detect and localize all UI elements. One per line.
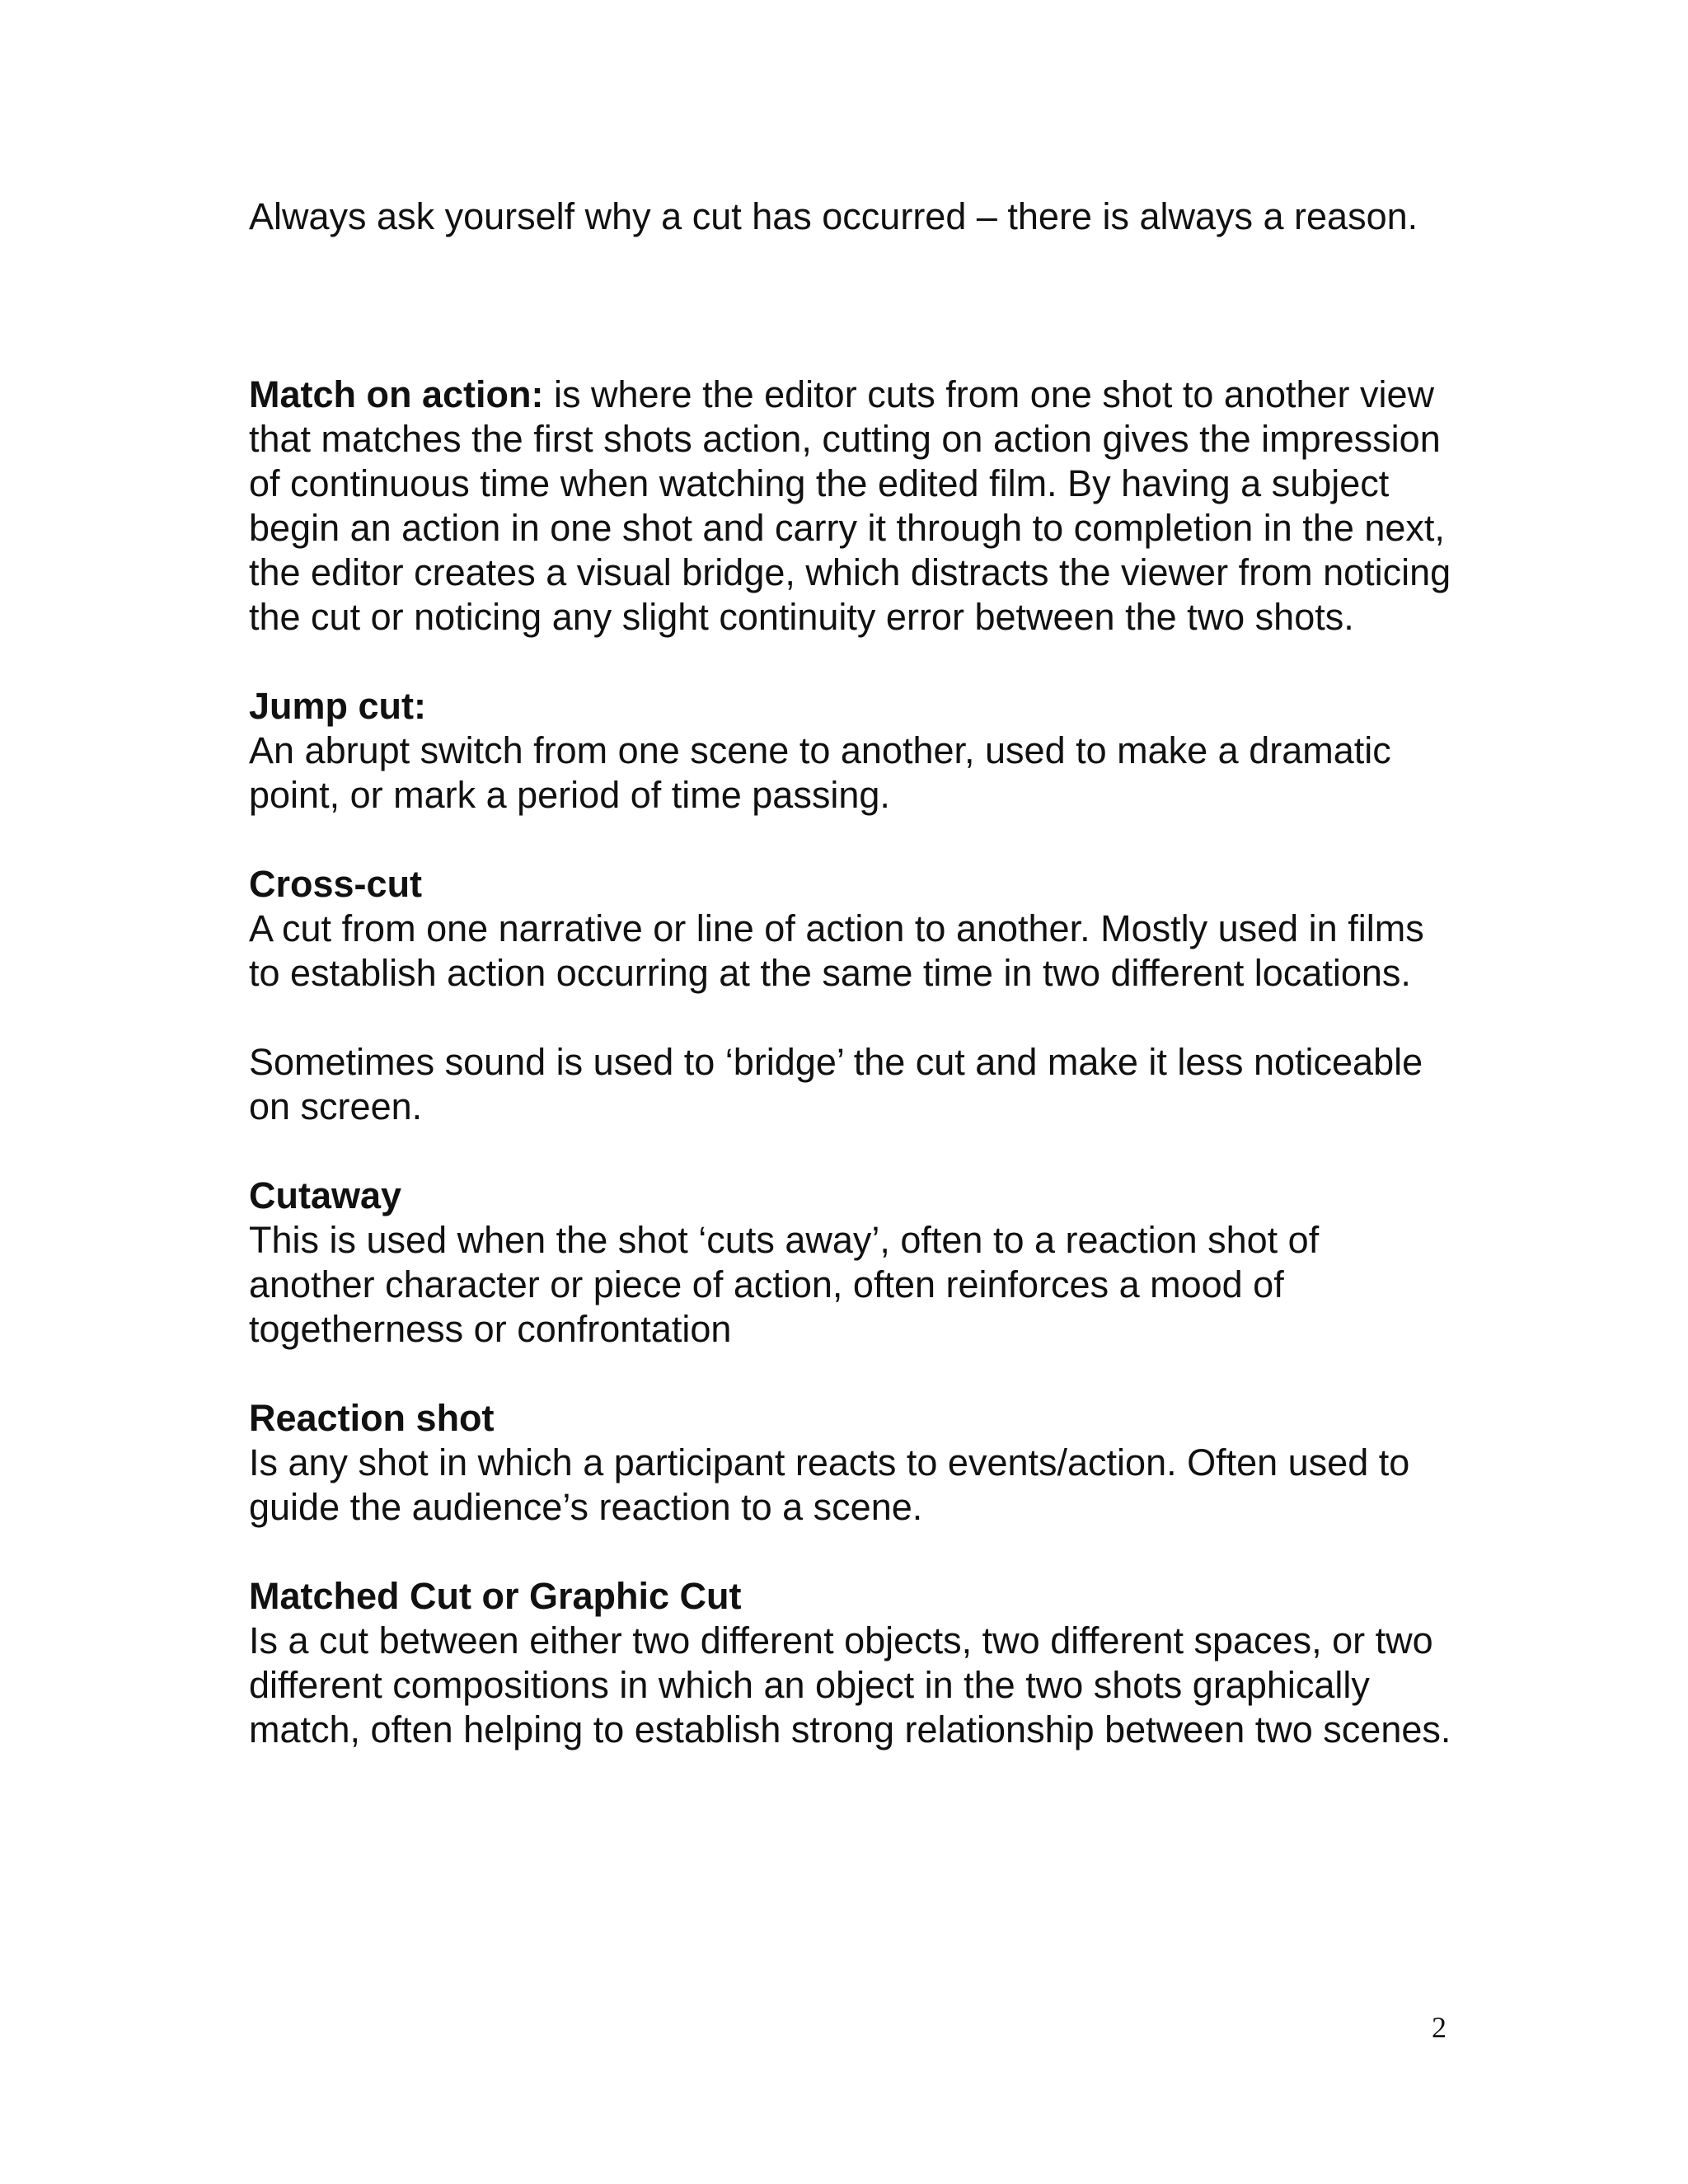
page-number: 2 <box>1432 2011 1447 2044</box>
jump-cut-term: Jump cut: <box>249 685 427 727</box>
cross-cut-entry <box>249 862 1452 996</box>
matched-cut-term: Matched Cut or Graphic Cut <box>249 1575 742 1617</box>
reaction-shot-term: Reaction shot <box>249 1397 495 1439</box>
cutaway-text: This is used when the shot ‘cuts away’, often to a reaction shot of another character or piece of action, often reinforces a mood of togetherness or confrontation <box>249 1219 1320 1350</box>
match-on-action-term: Match on action: <box>249 373 544 415</box>
match-on-action-text: is where the editor cuts from one shot to another view that matches the first shots action, cutting on action gives the impression of continuous time when watching the edited film. By having a subject begin an action in one shot and carry it through to completion in the next, the editor creates a visual bridge, which distracts the viewer from noticing the cut or noticing any slight continuity error between the two shots. <box>249 373 1451 638</box>
matched-cut-entry <box>249 1574 1452 1752</box>
cross-cut-text: A cut from one narrative or line of action to another. Mostly used in films to establish action occurring at the same time in two different locations. <box>249 907 1424 994</box>
match-on-action-entry <box>249 373 1452 640</box>
reaction-shot-text: Is any shot in which a participant reacts to events/action. Often used to guide the audience’s reaction to a scene. <box>249 1441 1410 1528</box>
jump-cut-text: An abrupt switch from one scene to another, used to make a dramatic point, or mark a period of time passing. <box>249 729 1391 816</box>
matched-cut-text: Is a cut between either two different objects, two different spaces, or two different compositions in which an object in the two shots graphically match, often helping to establish strong relationship between two scenes. <box>249 1619 1451 1750</box>
sound-note-paragraph: Sometimes sound is used to ‘bridge’ the cut and make it less noticeable on screen. <box>249 1041 1423 1127</box>
jump-cut-entry <box>249 684 1452 818</box>
cutaway-entry <box>249 1174 1452 1352</box>
reaction-shot-entry <box>249 1396 1452 1530</box>
intro-paragraph: Always ask yourself why a cut has occurred – there is always a reason. <box>249 195 1418 237</box>
cutaway-term: Cutaway <box>249 1174 402 1216</box>
cross-cut-term: Cross-cut <box>249 863 423 905</box>
page-content <box>249 194 1452 1752</box>
